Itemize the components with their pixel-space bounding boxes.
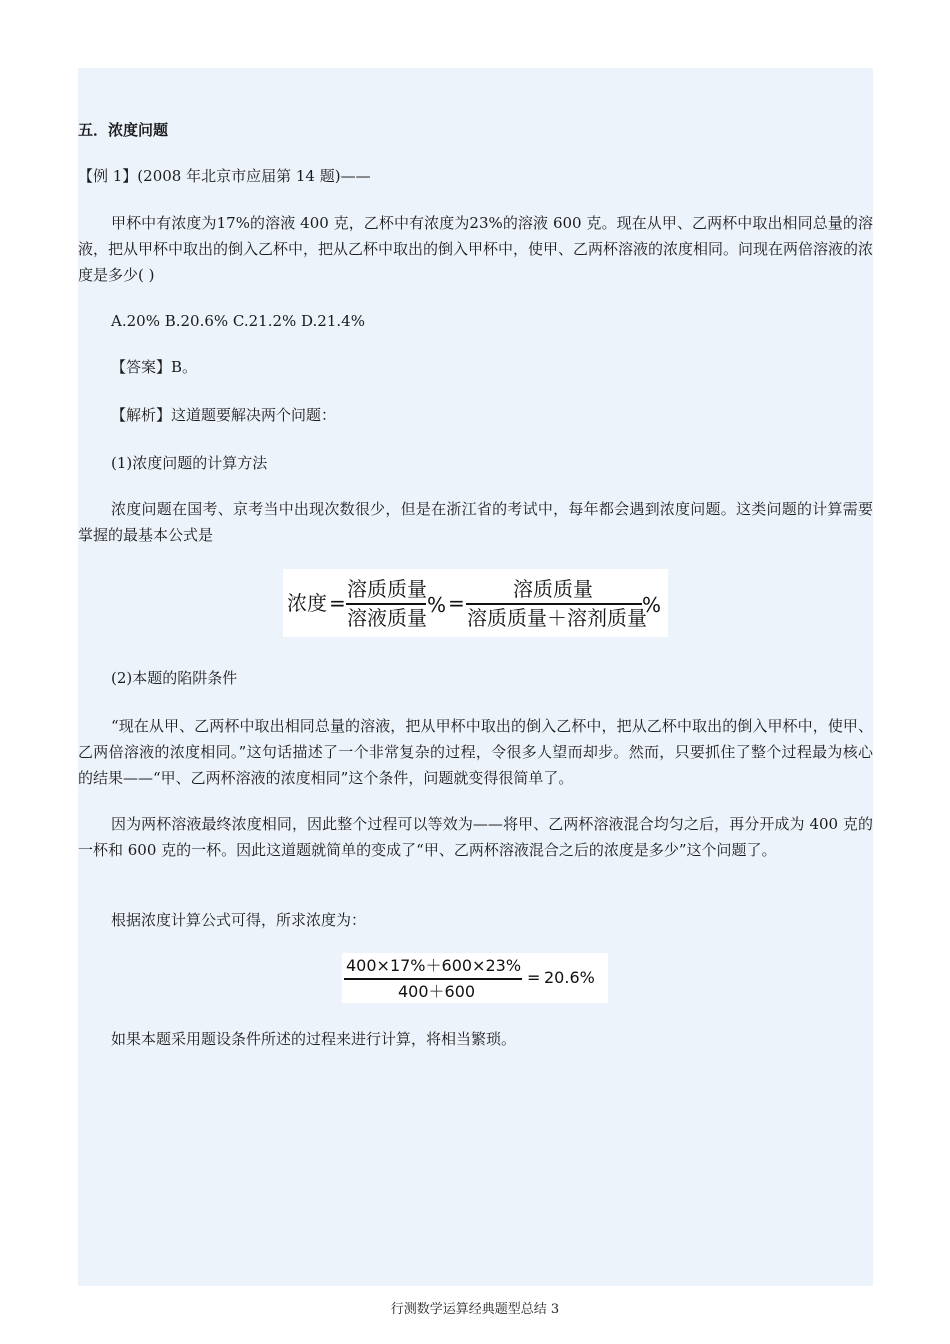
part1-heading: (1)浓度问题的计算方法	[111, 454, 268, 472]
answer-label: 【答案】B。	[111, 358, 198, 376]
calc-result: 20.6%	[544, 968, 595, 987]
closing-text: 如果本题采用题设条件所述的过程来进行计算，将相当繁琐。	[111, 1030, 517, 1048]
page-footer: 行测数学运算经典题型总结 3	[390, 1302, 560, 1317]
calc-numerator: 400×17%＋600×23%	[346, 956, 522, 975]
part2-heading: (2)本题的陷阱条件	[111, 669, 238, 687]
formula-lhs: 浓度	[287, 591, 327, 615]
fraction2-numerator: 溶质质量	[513, 577, 593, 601]
fraction1-denominator: 溶液质量	[347, 606, 427, 630]
fraction1-numerator: 溶质质量	[347, 577, 427, 601]
percent-sign-2: %	[642, 593, 662, 617]
calculation-formula	[342, 953, 608, 1003]
concentration-formula	[283, 569, 668, 637]
formula-equals: =	[329, 591, 346, 615]
answer-options: A.20% B.20.6% C.21.2% D.21.4%	[111, 312, 365, 330]
question-text: 甲杯中有浓度为17%的溶液 400 克，乙杯中有浓度为23%的溶液 600 克。现在从甲、乙两杯中取出相同总量的溶液，把从甲杯中取出的倒入乙杯中，把从乙杯中取出的倒入甲杯中，使甲、乙两杯溶液的浓度相同。问现在两倍溶液的浓度是多少( )	[78, 214, 874, 284]
fraction1-bar	[346, 603, 426, 605]
part2-text: “现在从甲、乙两杯中取出相同总量的溶液，把从甲杯中取出的倒入乙杯中，把从乙杯中取出的倒入甲杯中，使甲、乙两倍溶液的浓度相同。”这句话描述了一个非常复杂的过程，令很多人望而却步。然而，只要抓住了整个过程最为核心的结果——“甲、乙两杯溶液的浓度相同”这个条件，问题就变得很简单了。	[78, 717, 873, 787]
formula-equals-2: =	[448, 591, 465, 615]
calc-denominator: 400＋600	[398, 982, 476, 1001]
example-header: 【例 1】(2008 年北京市应届第 14 题)——	[78, 167, 371, 185]
part1-text: 浓度问题在国考、京考当中出现次数很少，但是在浙江省的考试中，每年都会遇到浓度问题。这类问题的计算需要掌握的最基本公式是	[78, 500, 873, 544]
part2-text2: 因为两杯溶液最终浓度相同，因此整个过程可以等效为——将甲、乙两杯溶液混合均匀之后，再分开成为 400 克的一杯和 600 克的一杯。因此这道题就简单的变成了“甲、乙两杯溶液混合之后的浓度是多少”这个问题了。	[78, 815, 873, 859]
part2-text3: 根据浓度计算公式可得，所求浓度为：	[111, 911, 367, 929]
section-title: 五．浓度问题	[78, 121, 169, 139]
fraction2-denominator: 溶质质量＋溶剂质量	[467, 606, 647, 630]
fraction2-bar	[466, 603, 642, 605]
calc-equals: =	[527, 968, 541, 987]
percent-sign-1: %	[427, 593, 447, 617]
calc-fraction-bar	[344, 978, 522, 980]
analysis-intro: 【解析】这道题要解决两个问题：	[111, 406, 337, 424]
